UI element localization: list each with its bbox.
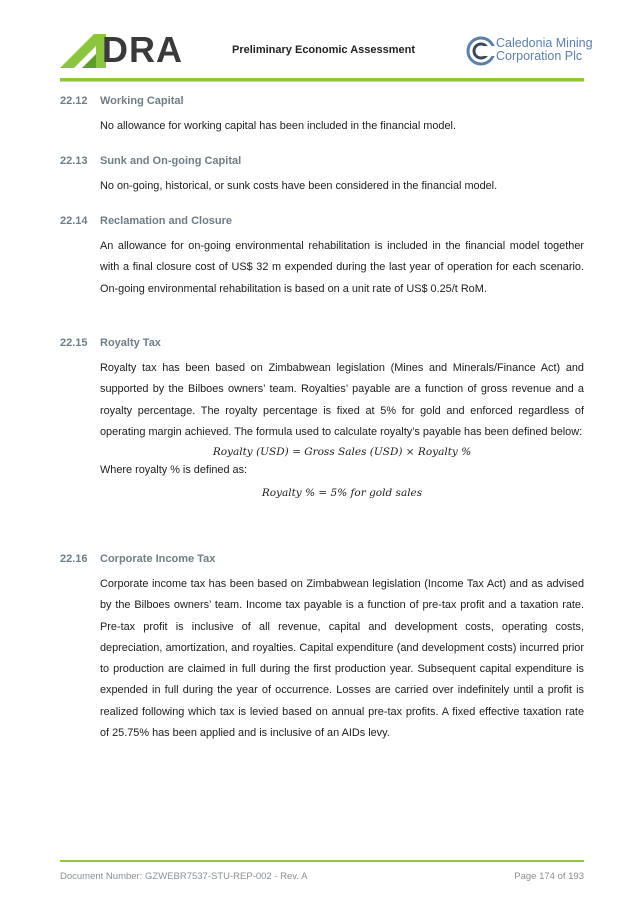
section-title: Sunk and On-going Capital — [100, 155, 242, 167]
section-number: 22.16 — [60, 553, 88, 565]
paragraph: No on-going, historical, or sunk costs have been considered in the financial model. — [100, 180, 498, 192]
section-sunk-capital — [60, 155, 584, 197]
section-corporate-income-tax — [60, 553, 584, 744]
section-number: 22.12 — [60, 95, 88, 107]
section-title: Working Capital — [100, 95, 184, 107]
section-heading — [60, 337, 584, 349]
paragraph: No allowance for working capital has been included in the financial model. — [100, 120, 456, 132]
caledonia-logo-text — [496, 37, 593, 63]
section-number: 22.14 — [60, 215, 88, 227]
section-number: 22.15 — [60, 337, 88, 349]
document-number: Document Number: GZWEBR7537-STU-REP-002 - Rev. A — [60, 871, 308, 882]
section-number: 22.13 — [60, 155, 88, 167]
section-reclamation-closure — [60, 215, 584, 300]
royalty-formula: Royalty (USD) = Gross Sales (USD) × Royalty % — [212, 446, 472, 459]
page-header — [0, 0, 644, 90]
dra-logo-text: DRA — [102, 29, 183, 70]
section-title: Corporate Income Tax — [100, 553, 216, 565]
header-title: Preliminary Economic Assessment — [232, 44, 416, 56]
caledonia-logo-line1: Caledonia Mining — [496, 36, 593, 50]
section-title: Reclamation and Closure — [100, 215, 233, 227]
page-number: Page 174 of 193 — [514, 871, 584, 882]
paragraph: Royalty tax has been based on Zimbabwean legislation (Mines and Minerals/Finance Act) and supported by the Bilboes owners’ team. Royalties’ payable are a function of gross revenue and a royalty percentage. The royalty percentage is fixed at 5% for gold and enforced regardless of operating margin achieved. The formula used to calculate royalty’s payable has been defined below: — [100, 362, 584, 438]
section-title: Royalty Tax — [100, 337, 161, 349]
footer-rule — [60, 860, 584, 862]
section-heading — [60, 553, 584, 565]
paragraph: Corporate income tax has been based on Zimbabwean legislation (Income Tax Act) and as advised by the Bilboes owners’ team. Income tax payable is a function of pre-tax profit and a taxation rate. Pre-tax profit is inclusive of all revenue, capital and development costs, operating costs, depreciation, amortization, and royalties. Capital expenditure (and development costs) incurred prior to production are claimed in full during the first production year. Subsequent capital expenditure is expended in full during the year of occurrence. Losses are carried over indefinitely until a profit is realized following which tax is levied based on annual pre-tax profits. A fixed effective taxation rate of 25.75% has been applied and is inclusive of an AIDs levy. — [100, 578, 584, 740]
section-heading — [60, 155, 584, 167]
paragraph-where: Where royalty % is defined as: — [100, 464, 248, 477]
section-working-capital — [60, 95, 584, 137]
caledonia-logo-icon — [466, 36, 496, 66]
header-rule — [60, 78, 584, 82]
paragraph: An allowance for on-going environmental rehabilitation is included in the financial model together with a final closure cost of US$ 32 m expended during the last year of operation for each scenario. On-going environmental rehabilitation is based on a unit rate of US$ 0.25/t RoM. — [100, 240, 584, 295]
caledonia-logo-line2: Corporation Plc — [496, 49, 583, 63]
section-heading — [60, 215, 584, 227]
royalty-percent-formula: Royalty % = 5% for gold sales — [261, 487, 423, 500]
section-royalty-tax — [60, 337, 584, 499]
section-heading — [60, 95, 584, 107]
